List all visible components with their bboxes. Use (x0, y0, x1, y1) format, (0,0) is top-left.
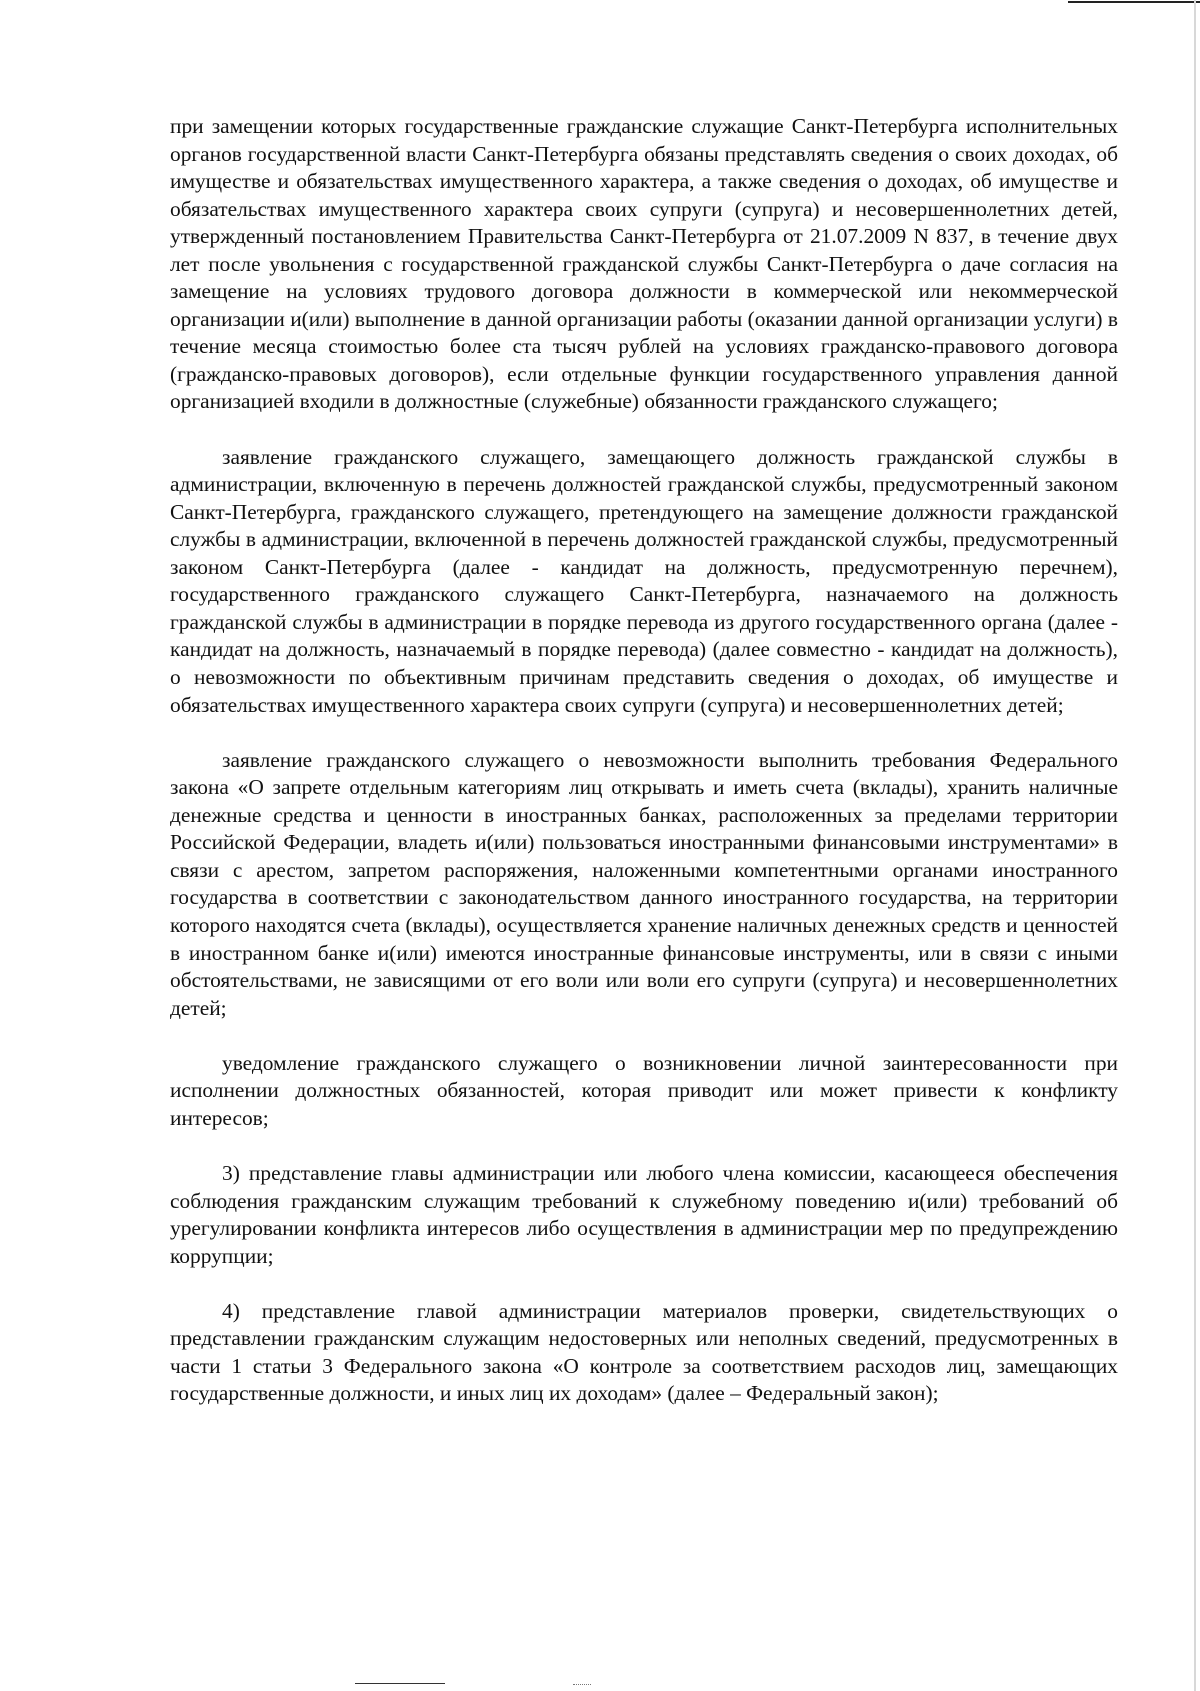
footer-dots (573, 1684, 591, 1685)
document-body (170, 113, 1118, 1408)
paragraph-notice-conflict-of-interest: уведомление гражданского служащего о возникновении личной заинтересованности при исполнении должностных обязанностей, которая приводит или может привести к конфликту интересов; (170, 1050, 1118, 1130)
paragraph-item-4: 4) представление главой администрации материалов проверки, свидетельствующих о представлении гражданским служащим недостоверных или неполных сведений, предусмотренных в части 1 статьи 3 Федерального закона «О контроле за соответствием расходов лиц, замещающих государственные должности, и иных лиц их доходам» (далее – Федеральный закон); (170, 1298, 1118, 1406)
paragraph-continuation: при замещении которых государственные гражданские служащие Санкт-Петербурга исполнительных органов государственной власти Санкт-Петербурга обязаны представлять сведения о своих доходах, об имуществе и обязательствах имущественного характера, а также сведения о доходах, об имуществе и обязательствах имущественного характера своих супруги (супруга) и несовершеннолетних детей, утвержденный постановлением Правительства Санкт-Петербурга от 21.07.2009 N 837, в течение двух лет после увольнения с государственной гражданской службы Санкт-Петербурга о даче согласия на замещение на условиях трудового договора должности в коммерческой или некоммерческой организации и(или) выполнение в данной организации работы (оказании данной организации услуги) в течение месяца стоимостью более ста тысяч рублей на условиях гражданско-правового договора (гражданско-правовых договоров), если отдельные функции государственного управления данной организацией входили в должностные (служебные) обязанности гражданского служащего; (170, 114, 1118, 414)
scan-right-edge (1194, 0, 1196, 1691)
top-edge-rule (1068, 1, 1200, 3)
paragraph-statement-income-info: заявление гражданского служащего, замещающего должность гражданской службы в администрации, включенную в перечень должностей гражданской службы, предусмотренный законом Санкт-Петербурга, гражданского служащего, претендующего на замещение должности гражданской службы в администрации, включенной в перечень должностей гражданской службы, предусмотренный законом Санкт-Петербурга (далее - кандидат на должность, предусмотренную перечнем), государственного гражданского служащего Санкт-Петербурга, назначаемого на должность гражданской службы в администрации в порядке перевода из другого государственного органа (далее - кандидат на должность, назначаемый в порядке перевода) (далее совместно - кандидат на должность), о невозможности по объективным причинам представить сведения о доходах, об имуществе и обязательствах имущественного характера своих супруги (супруга) и несовершеннолетних детей; (170, 444, 1118, 717)
paragraph-item-3: 3) представление главы администрации или любого члена комиссии, касающееся обеспечения соблюдения гражданским служащим требований к служебному поведению и(или) требований об урегулировании конфликта интересов либо осуществления в администрации мер по предупреждению коррупции; (170, 1160, 1118, 1268)
paragraph-statement-foreign-accounts: заявление гражданского служащего о невозможности выполнить требования Федерального закона «О запрете отдельным категориям лиц открывать и иметь счета (вклады), хранить наличные денежные средства и ценности в иностранных банках, расположенных за пределами территории Российской Федерации, владеть и(или) пользоваться иностранными финансовыми инструментами» в связи с арестом, запретом распоряжения, наложенными компетентными органами иностранного государства в соответствии с законодательством данного иностранного государства, на территории которого находятся счета (вклады), осуществляется хранение наличных денежных средств и ценностей в иностранном банке и(или) имеются иностранные финансовые инструменты, или в связи с иными обстоятельствами, не зависящими от его воли или воли его супруги (супруга) и несовершеннолетних детей; (170, 747, 1118, 1020)
footer-rule (355, 1683, 445, 1684)
